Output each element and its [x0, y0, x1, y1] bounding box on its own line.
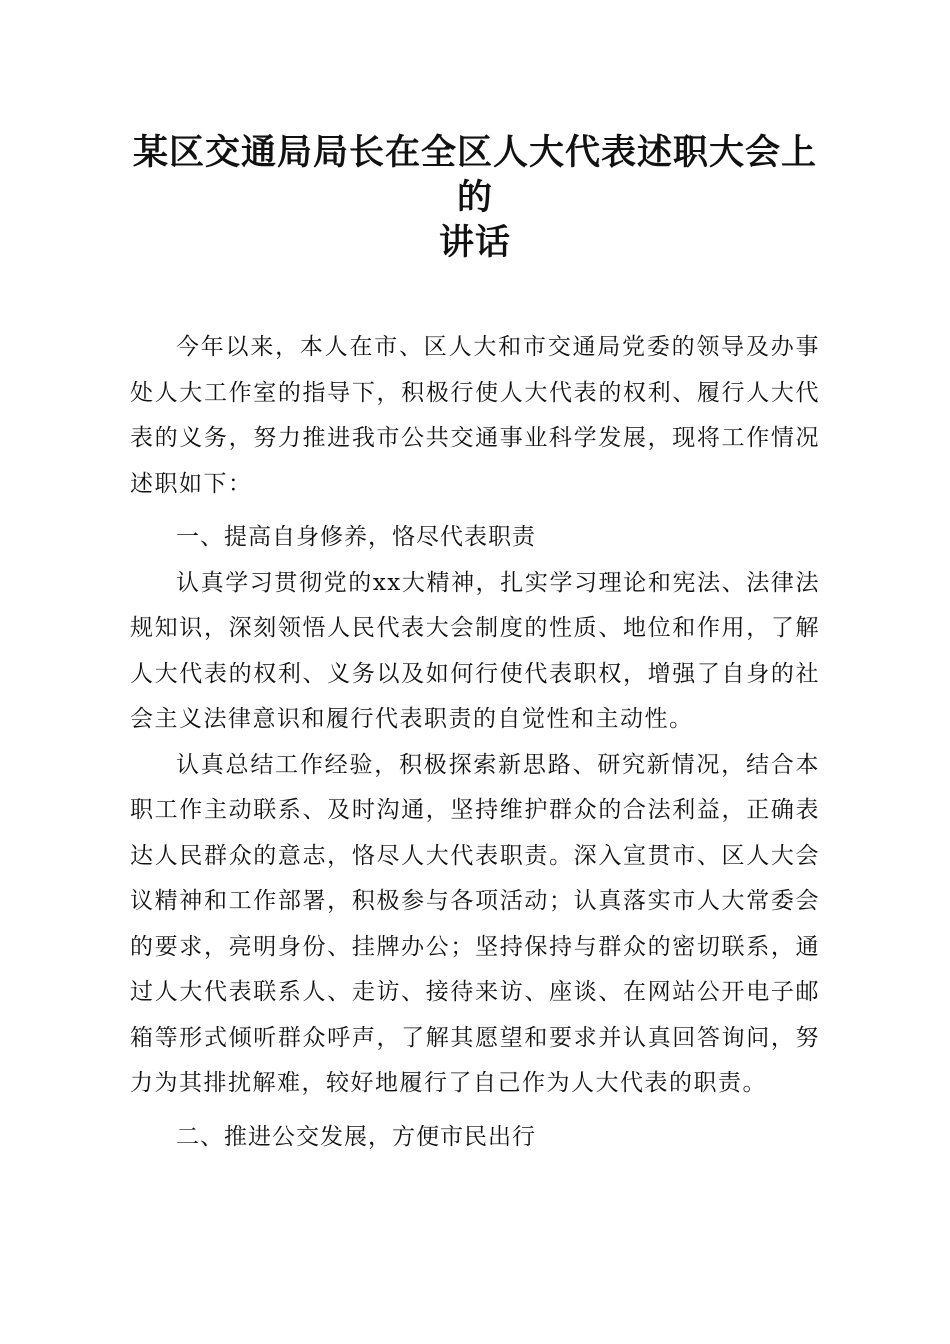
document-body — [130, 325, 820, 1160]
title-line-1: 某区交通局局长在全区人大代表述职大会上的 — [132, 132, 817, 218]
section-1-paragraph-1: 认真学习贯彻党的xx大精神，扎实学习理论和宪法、法律法规知识，深刻领悟人民代表大会制度的性质、地位和作用，了解人大代表的权利、义务以及如何行使代表职权，增强了自身的社会主义法律意识和履行代表职责的自觉性和主动性。 — [130, 569, 820, 732]
title-line-2: 讲话 — [438, 222, 511, 263]
section-2-heading: 二、推进公交发展，方便市民出行 — [176, 1123, 536, 1150]
document-title — [130, 130, 820, 265]
section-1-paragraph-2: 认真总结工作经验，积极探索新思路、研究新情况，结合本职工作主动联系、及时沟通，坚持维护群众的合法利益，正确表达人民群众的意志，恪尽人大代表职责。深入宣贯市、区人大会议精神和工作部署，积极参与各项活动；认真落实市人大常委会的要求，亮明身份、挂牌办公；坚持保持与群众的密切联系，通过人大代表联系人、走访、接待来访、座谈、在网站公开电子邮箱等形式倾听群众呼声，了解其愿望和要求并认真回答询问，努力为其排扰解难，较好地履行了自己作为人大代表的职责。 — [130, 751, 820, 1096]
section-1-heading: 一、提高自身修养，恪尽代表职责 — [176, 524, 536, 550]
document-page — [130, 130, 820, 1160]
intro-paragraph: 今年以来，本人在市、区人大和市交通局党委的领导及办事处人大工作室的指导下，积极行使人大代表的权利、履行人大代表的义务，努力推进我市公共交通事业科学发展，现将工作情况述职如下： — [130, 334, 820, 497]
